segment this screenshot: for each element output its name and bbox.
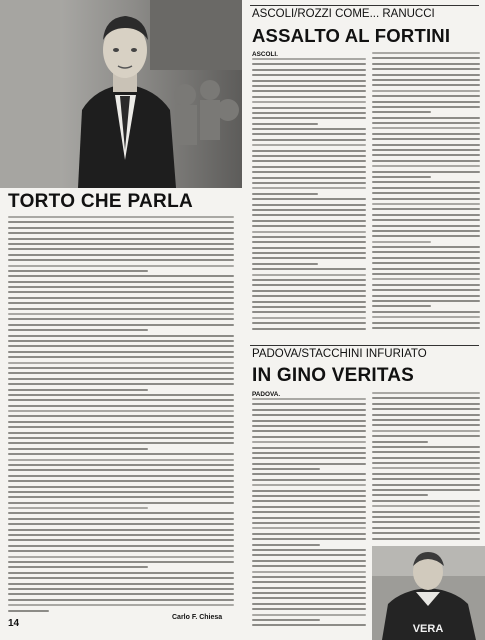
body-text-line [8, 238, 234, 240]
body-text-line [372, 478, 480, 480]
body-text-line [372, 435, 480, 437]
body-text-line [252, 484, 366, 486]
body-text-line [372, 397, 480, 399]
body-text-line [252, 306, 366, 308]
body-text-line [372, 305, 431, 307]
body-text-line [372, 430, 480, 432]
body-text-line [372, 322, 480, 324]
body-text-line [252, 144, 366, 146]
body-text-line [252, 479, 366, 481]
body-text-line [252, 166, 366, 168]
ascoli-body-col2 [372, 52, 480, 336]
body-text-line [252, 322, 366, 324]
body-text-line [372, 154, 480, 156]
body-text-line [252, 457, 366, 459]
body-text-line [8, 523, 234, 525]
ascoli-body-col1 [252, 58, 366, 336]
body-text-line [8, 604, 234, 606]
body-text-line [252, 538, 366, 540]
body-text-line [252, 560, 366, 562]
body-text-line [252, 517, 366, 519]
body-text-line [252, 414, 366, 416]
body-text-line [252, 74, 366, 76]
body-text-line [372, 424, 480, 426]
body-text-line [372, 246, 480, 248]
body-text-line [372, 300, 480, 302]
body-text-line [8, 302, 234, 304]
body-text-line [8, 362, 234, 364]
body-text-line [372, 408, 480, 410]
body-text-line [8, 281, 234, 283]
body-text-line [252, 160, 366, 162]
body-text-line [372, 74, 480, 76]
body-text-line [372, 127, 480, 129]
body-text-line [252, 133, 366, 135]
body-text-line [252, 279, 366, 281]
body-text-line [8, 275, 234, 277]
body-text-line [372, 90, 480, 92]
body-text-line [372, 484, 480, 486]
body-text-line [8, 291, 234, 293]
body-text-line [252, 603, 366, 605]
body-text-line [252, 96, 366, 98]
body-text-line [252, 619, 320, 621]
body-text-line [372, 521, 480, 523]
body-text-line [252, 506, 366, 508]
coach-photo-right [372, 546, 485, 640]
padova-body-col2 [372, 392, 480, 542]
body-text-line [8, 335, 234, 337]
body-text-line [372, 403, 480, 405]
body-text-line [8, 496, 234, 498]
body-text-line [252, 177, 366, 179]
body-text-line [252, 69, 366, 71]
body-text-line [252, 468, 320, 470]
body-text-line [372, 327, 480, 329]
body-text-line [8, 507, 148, 509]
body-text-line [8, 453, 234, 455]
body-text-line [372, 467, 480, 469]
body-text-line [8, 270, 148, 272]
body-text-line [252, 452, 366, 454]
body-text-line [8, 577, 234, 579]
body-text-line [252, 182, 366, 184]
body-text-line [252, 101, 366, 103]
lead-in-padova: PADOVA. [252, 391, 281, 398]
body-text-line [8, 378, 234, 380]
body-text-line [252, 193, 318, 195]
body-text-line [252, 290, 366, 292]
body-text-line [8, 340, 234, 342]
body-text-line [8, 539, 234, 541]
body-text-line [372, 511, 480, 513]
body-text-line [8, 459, 234, 461]
body-text-line [8, 432, 234, 434]
body-text-line [252, 425, 366, 427]
body-text-line [8, 329, 148, 331]
page-number: 14 [8, 618, 20, 629]
body-text-line [252, 247, 366, 249]
portrait-photo-icon [372, 546, 485, 640]
body-text-line [8, 227, 234, 229]
body-text-line [372, 144, 480, 146]
body-text-line [8, 448, 148, 450]
body-text-line [372, 316, 480, 318]
body-text-line [372, 516, 480, 518]
body-text-line [372, 84, 480, 86]
body-text-line [8, 216, 234, 218]
body-text-line [252, 409, 366, 411]
body-text-line [8, 572, 234, 574]
body-text-line [8, 405, 234, 407]
body-text-line [252, 107, 366, 109]
body-text-line [8, 486, 234, 488]
body-text-line [8, 356, 234, 358]
body-text-line [372, 284, 480, 286]
body-text-line [252, 63, 366, 65]
body-text-line [8, 286, 234, 288]
body-text-line [8, 243, 234, 245]
body-text-line [372, 165, 480, 167]
body-text-line [252, 268, 366, 270]
body-text-line [372, 295, 480, 297]
body-text-line [252, 592, 366, 594]
body-text-line [252, 527, 366, 529]
body-text-line [252, 198, 366, 200]
body-text-line [372, 68, 480, 70]
body-text-line [372, 268, 480, 270]
body-text-line [8, 410, 234, 412]
body-text-line [8, 561, 234, 563]
body-text-line [8, 367, 234, 369]
body-text-line [372, 457, 480, 459]
body-text-line [372, 419, 480, 421]
body-text-line [8, 372, 234, 374]
body-text-line [252, 284, 366, 286]
body-text-line [8, 593, 234, 595]
body-text-line [372, 101, 480, 103]
body-text-line [252, 420, 366, 422]
body-text-line [252, 225, 366, 227]
body-text-line [372, 138, 480, 140]
body-text-line [252, 263, 318, 265]
body-text-line [8, 480, 234, 482]
body-text-line [8, 394, 234, 396]
body-text-line [252, 80, 366, 82]
body-text-line [8, 426, 234, 428]
kicker-ascoli: ASCOLI/ROZZI COME... RANUCCI [252, 8, 435, 20]
body-text-line [252, 301, 366, 303]
left-article-body [8, 216, 234, 612]
body-text-line [8, 512, 234, 514]
body-text-line [372, 111, 431, 113]
body-text-line [8, 383, 234, 385]
body-text-line [8, 610, 49, 612]
body-text-line [252, 328, 366, 330]
body-text-line [8, 248, 234, 250]
body-text-line [252, 155, 366, 157]
body-text-line [252, 117, 366, 119]
body-text-line [252, 123, 318, 125]
body-text-line [252, 544, 320, 546]
body-text-line [8, 518, 234, 520]
body-text-line [372, 214, 480, 216]
kicker-padova: PADOVA/STACCHINI INFURIATO [252, 348, 427, 360]
padova-body-col1 [252, 398, 366, 634]
body-text-line [372, 230, 480, 232]
body-text-line [252, 139, 366, 141]
body-text-line [252, 576, 366, 578]
body-text-line [8, 308, 234, 310]
body-text-line [252, 252, 366, 254]
body-text-line [252, 533, 366, 535]
body-text-line [252, 295, 366, 297]
body-text-line [8, 437, 234, 439]
body-text-line [372, 273, 480, 275]
body-text-line [252, 220, 366, 222]
body-text-line [372, 225, 480, 227]
body-text-line [252, 597, 366, 599]
body-text-line [8, 399, 234, 401]
body-text-line [8, 583, 234, 585]
body-text-line [252, 571, 366, 573]
body-text-line [252, 447, 366, 449]
body-text-line [8, 599, 234, 601]
body-text-line [252, 128, 366, 130]
body-text-line [372, 219, 480, 221]
body-text-line [372, 203, 480, 205]
body-text-line [372, 122, 480, 124]
headline-assalto-al-fortini: ASSALTO AL FORTINI [252, 25, 451, 46]
body-text-line [8, 469, 234, 471]
body-text-line [8, 475, 234, 477]
body-text-line [372, 505, 480, 507]
body-text-line [252, 473, 366, 475]
author-signature: Carlo F. Chiesa [172, 614, 223, 621]
kicker-rule-top [250, 5, 479, 6]
body-text-line [372, 414, 480, 416]
body-text-line [372, 106, 480, 108]
body-text-line [252, 608, 366, 610]
body-text-line [372, 538, 480, 540]
body-text-line [8, 265, 234, 267]
body-text-line [252, 274, 366, 276]
body-text-line [372, 198, 480, 200]
body-text-line [372, 241, 431, 243]
body-text-line [252, 209, 366, 211]
portrait-photo-icon [0, 0, 242, 188]
body-text-line [252, 257, 366, 259]
body-text-line [372, 171, 480, 173]
body-text-line [372, 79, 480, 81]
body-text-line [252, 317, 366, 319]
body-text-line [8, 491, 234, 493]
body-text-line [8, 324, 234, 326]
body-text-line [252, 112, 366, 114]
body-text-line [252, 441, 366, 443]
body-text-line [252, 398, 366, 400]
body-text-line [372, 57, 480, 59]
body-text-line [252, 403, 366, 405]
body-text-line [8, 421, 234, 423]
body-text-line [372, 235, 480, 237]
body-text-line [372, 160, 480, 162]
body-text-line [252, 436, 366, 438]
body-text-line [8, 464, 234, 466]
body-text-line [372, 149, 480, 151]
body-text-line [252, 90, 366, 92]
body-text-line [252, 85, 366, 87]
body-text-line [252, 430, 366, 432]
body-text-line [252, 171, 366, 173]
body-text-line [252, 311, 366, 313]
body-text-line [372, 176, 431, 178]
body-text-line [252, 58, 366, 60]
body-text-line [372, 63, 480, 65]
body-text-line [8, 389, 148, 391]
body-text-line [252, 565, 366, 567]
body-text-line [8, 318, 234, 320]
body-text-line [372, 289, 480, 291]
body-text-line [372, 500, 480, 502]
body-text-line [8, 442, 234, 444]
body-text-line [252, 549, 366, 551]
body-text-line [372, 462, 480, 464]
body-text-line [372, 473, 480, 475]
body-text-line [8, 313, 234, 315]
body-text-line [8, 502, 234, 504]
body-text-line [8, 259, 234, 261]
body-text-line [252, 511, 366, 513]
body-text-line [252, 150, 366, 152]
body-text-line [372, 446, 480, 448]
body-text-line [372, 251, 480, 253]
body-text-line [372, 257, 480, 259]
body-text-line [372, 95, 480, 97]
lead-in-ascoli: ASCOLI. [252, 51, 278, 58]
body-text-line [372, 441, 428, 443]
body-text-line [372, 117, 480, 119]
body-text-line [372, 187, 480, 189]
body-text-line [252, 495, 366, 497]
body-text-line [252, 624, 366, 626]
body-text-line [8, 415, 234, 417]
body-text-line [372, 181, 480, 183]
body-text-line [252, 614, 366, 616]
body-text-line [252, 463, 366, 465]
body-text-line [372, 451, 480, 453]
body-text-line [372, 278, 480, 280]
body-text-line [372, 532, 480, 534]
body-text-line [8, 550, 234, 552]
body-text-line [8, 351, 234, 353]
body-text-line [372, 527, 480, 529]
body-text-line [8, 534, 234, 536]
body-text-line [252, 522, 366, 524]
body-text-line [8, 566, 148, 568]
body-text-line [252, 214, 366, 216]
body-text-line [252, 500, 366, 502]
body-text-line [252, 490, 366, 492]
body-text-line [372, 52, 480, 54]
body-text-line [8, 529, 234, 531]
body-text-line [372, 311, 480, 313]
body-text-line [8, 588, 234, 590]
body-text-line [252, 241, 366, 243]
body-text-line [8, 232, 234, 234]
body-text-line [252, 554, 366, 556]
body-text-line [372, 192, 480, 194]
body-text-line [252, 187, 366, 189]
body-text-line [252, 236, 366, 238]
body-text-line [372, 392, 480, 394]
body-text-line [252, 204, 366, 206]
body-text-line [8, 345, 234, 347]
headline-torto-che-parla: TORTO CHE PARLA [8, 191, 194, 212]
jersey-text: VERA [412, 623, 444, 635]
coach-photo-left [0, 0, 242, 188]
body-text-line [8, 556, 234, 558]
body-text-line [372, 262, 480, 264]
body-text-line [372, 489, 480, 491]
body-text-line [8, 545, 234, 547]
kicker-rule-bottom [250, 345, 479, 346]
body-text-line [252, 581, 366, 583]
body-text-line [372, 208, 480, 210]
body-text-line [252, 231, 366, 233]
body-text-line [372, 494, 428, 496]
headline-in-gino-veritas: IN GINO VERITAS [252, 365, 415, 386]
body-text-line [252, 587, 366, 589]
body-text-line [8, 254, 234, 256]
body-text-line [372, 133, 480, 135]
body-text-line [8, 297, 234, 299]
body-text-line [8, 221, 234, 223]
